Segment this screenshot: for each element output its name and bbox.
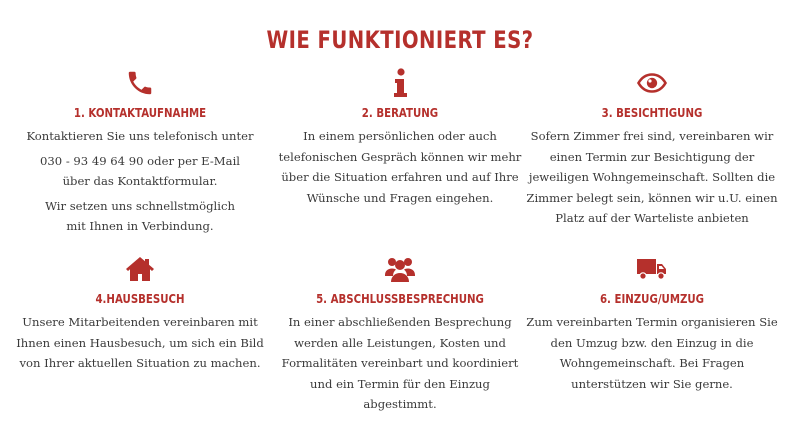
step-home-visit — [12, 252, 268, 374]
home-icon — [12, 252, 268, 286]
step-title: 2. BERATUNG — [361, 106, 439, 120]
step-consultation — [272, 66, 528, 208]
step-text: Wir setzen uns schnellstmöglich mit Ihnen in Verbindung. — [45, 198, 235, 233]
step-text: In einem persönlichen oder auch telefonischen Gespräch können wir mehr über die Situation erfahren und auf Ihre Wünsche und Fragen eingehen. — [278, 129, 522, 205]
truck-icon — [524, 252, 780, 286]
group-icon — [272, 252, 528, 286]
step-text: Kontaktieren Sie uns telefonisch unter — [26, 129, 254, 143]
step-text: Unsere Mitarbeitenden vereinbaren mit Ihnen einen Hausbesuch, um sich ein Bild von Ihrer aktuellen Situation zu machen. — [16, 315, 264, 370]
step-title: 3. BESICHTIGUNG — [601, 106, 703, 120]
step-text: 030 - 93 49 64 90 oder per E-Mail über das Kontaktformular. — [40, 153, 240, 188]
step-final-meeting — [272, 252, 528, 415]
step-text: Sofern Zimmer frei sind, vereinbaren wir einen Termin zur Besichtigung der jeweiligen Wohngemeinschaft. Sollten die Zimmer belegt sein, können wir u.U. einen Platz auf der Warteliste anbieten — [526, 129, 778, 225]
step-text: Zum vereinbarten Termin organisieren Sie den Umzug bzw. den Einzug in die Wohngemeinschaft. Bei Fragen unterstützen wir Sie gerne. — [526, 315, 778, 391]
info-icon — [272, 66, 528, 100]
step-title: 1. KONTAKTAUFNAHME — [73, 106, 207, 120]
page-title: WIE FUNKTIONIERT ES? — [266, 26, 534, 54]
step-move-in — [524, 252, 780, 394]
eye-icon — [524, 66, 780, 100]
step-title: 4.HAUSBESUCH — [95, 292, 185, 306]
step-viewing — [524, 66, 780, 229]
step-text: In einer abschließenden Besprechung werden alle Leistungen, Kosten und Formalitäten vereinbart und koordiniert und ein Termin für den Einzug abgestimmt. — [281, 315, 519, 411]
step-contact — [12, 66, 268, 237]
step-title: 6. EINZUG/UMZUG — [599, 292, 705, 306]
step-title: 5. ABSCHLUSSBESPRECHUNG — [316, 292, 484, 306]
phone-icon — [12, 66, 268, 100]
